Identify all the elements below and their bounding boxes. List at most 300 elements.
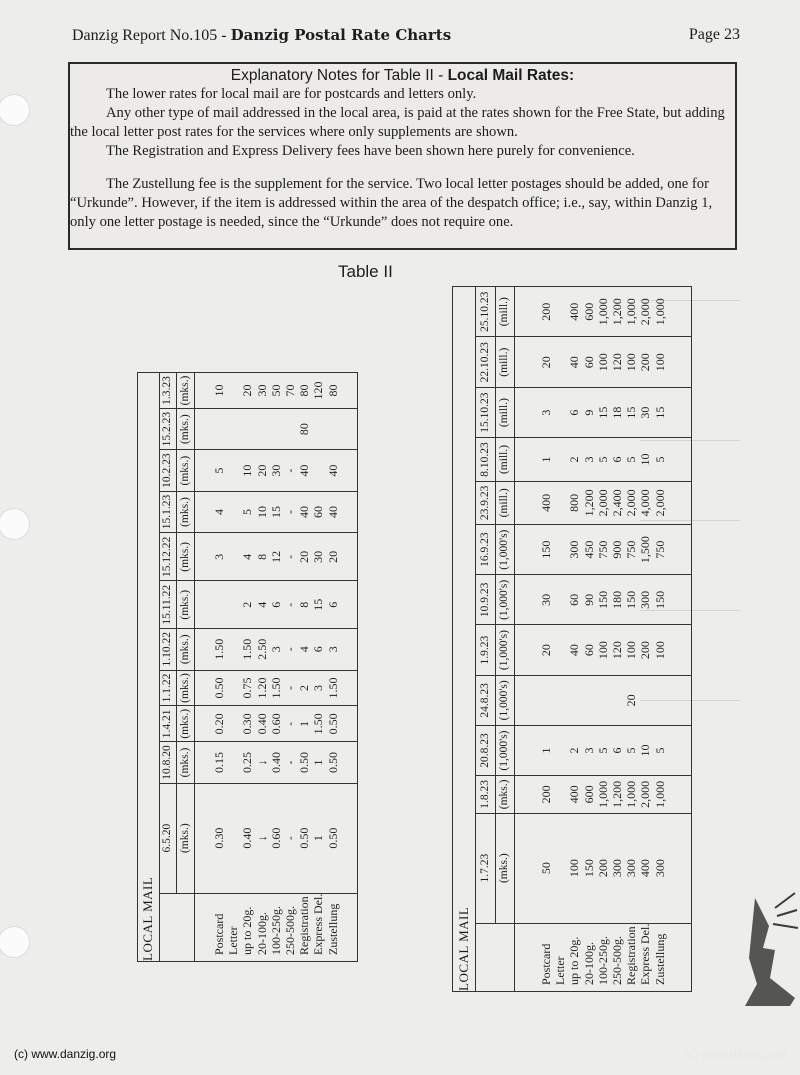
rate-value: 5 — [240, 509, 255, 516]
rate-date: 15.1.23 — [159, 491, 177, 532]
rate-value: 600 — [581, 302, 596, 321]
rate-value: 3 — [311, 684, 326, 691]
row-label: 250-500g. — [610, 936, 625, 985]
rate-date: 1.1.22 — [159, 670, 177, 706]
row-label: 20-100g. — [254, 912, 269, 955]
rate-date: 1.7.23 — [476, 813, 495, 923]
rate-value: 1.50 — [212, 638, 227, 660]
rate-column — [194, 742, 357, 783]
rate-value: 20 — [539, 356, 553, 369]
rate-value: 0.20 — [212, 713, 227, 735]
rate-value: 20 — [240, 384, 255, 397]
rate-column — [514, 813, 691, 923]
rate-column — [194, 783, 357, 893]
rate-value: 10 — [638, 744, 653, 757]
rate-value: 150 — [539, 540, 553, 559]
rate-column — [194, 373, 357, 409]
rate-column — [194, 491, 357, 532]
rate-value: 300 — [567, 540, 582, 559]
rate-column — [194, 706, 357, 742]
rate-value — [226, 373, 240, 408]
rate-value — [610, 676, 624, 725]
rate-unit: (mill.) — [495, 481, 514, 524]
rate-value: 6 — [311, 646, 326, 653]
rate-value: 30 — [539, 593, 553, 606]
rate-value: 150 — [624, 590, 639, 609]
rate-value: 200 — [539, 785, 553, 804]
rate-value: 6 — [325, 601, 340, 608]
row-label: Express Del. — [638, 923, 653, 985]
rate-value: 30 — [254, 384, 269, 397]
rate-value — [596, 676, 610, 725]
rate-value: 750 — [595, 540, 610, 559]
notes-line-3: The Registration and Express Delivery fees have been shown here purely for convenience. — [106, 143, 635, 159]
rate-unit: (1,000's) — [495, 575, 514, 625]
rate-value: 20 — [297, 550, 312, 563]
rate-value — [553, 287, 567, 336]
rate-value: 6 — [610, 747, 625, 754]
rate-unit: (mill.) — [495, 438, 514, 481]
rate-column — [514, 387, 691, 437]
rate-value: 1 — [311, 835, 326, 842]
rate-value: 1,000 — [652, 780, 667, 808]
rate-date: 22.10.23 — [476, 337, 495, 387]
rate-unit: (mks.) — [177, 373, 195, 409]
notes-title-bold: Local Mail Rates: — [447, 67, 575, 84]
table-caption: LOCAL MAIL — [138, 373, 160, 962]
report-subject: Danzig Postal Rate Charts — [230, 26, 452, 44]
rate-date: 15.2.23 — [159, 408, 177, 449]
row-label: Express Del. — [311, 893, 326, 955]
rate-value — [653, 676, 667, 725]
rate-column — [514, 525, 691, 575]
rate-unit: (mks.) — [177, 581, 195, 629]
rate-value: - — [283, 836, 298, 841]
rate-value: 10 — [638, 453, 653, 466]
rate-value: 40 — [297, 506, 312, 519]
rate-value: 8 — [254, 553, 269, 560]
rate-unit: (mks.) — [177, 450, 195, 491]
rate-value: 1,000 — [624, 780, 639, 808]
rate-value: 0.50 — [325, 713, 340, 735]
rate-date: 15.10.23 — [476, 387, 495, 437]
row-label: Letter — [226, 926, 241, 955]
rate-unit: (mks.) — [177, 783, 195, 893]
rate-value: 1,000 — [624, 298, 639, 326]
rate-value — [226, 450, 240, 490]
rate-date: 25.10.23 — [476, 287, 495, 337]
rate-value — [226, 533, 240, 580]
notes-line-1: The lower rates for local mail are for postcards and letters only. — [106, 86, 477, 102]
row-label: Registration — [297, 896, 312, 955]
rate-column — [194, 408, 357, 449]
rate-value: 100 — [595, 641, 610, 660]
rate-value: 400 — [638, 859, 653, 878]
rate-value — [240, 409, 254, 449]
rate-value: 20 — [254, 464, 269, 477]
rate-value: ↓ — [254, 835, 269, 842]
rate-date: 1.4.21 — [159, 706, 177, 742]
rate-value — [226, 581, 240, 628]
rate-value: 1 — [539, 456, 553, 463]
rate-value: 2.50 — [254, 638, 269, 660]
rate-value: 0.40 — [268, 751, 283, 773]
rate-date: 8.10.23 — [476, 438, 495, 481]
rate-value: 400 — [539, 493, 553, 512]
rate-value: 2 — [567, 456, 582, 463]
rate-value: 15 — [595, 406, 610, 419]
row-label: Postcard — [539, 943, 553, 985]
rate-value — [582, 676, 596, 725]
rate-unit: (mks.) — [177, 706, 195, 742]
rate-value: 0.50 — [212, 677, 227, 699]
rate-date: 20.8.23 — [476, 725, 495, 775]
notes-line-2: Any other type of mail addressed in the local area, is paid at the rates shown for the Free State, but adding the local letter post rates for the services where only supplements are shown. — [70, 105, 725, 140]
rate-value: 120 — [610, 353, 625, 372]
rate-value: 50 — [539, 862, 553, 875]
rate-column — [194, 533, 357, 581]
rate-value: 0.50 — [297, 751, 312, 773]
rate-value: 10 — [212, 384, 227, 397]
rate-value: 4 — [297, 646, 312, 653]
rate-column — [514, 575, 691, 625]
rate-value — [553, 625, 567, 674]
rate-value: 3 — [325, 646, 340, 653]
rate-value: 0.60 — [268, 827, 283, 849]
rate-value — [553, 726, 567, 775]
rate-unit: (1,000's) — [495, 525, 514, 575]
rate-value: 1.50 — [240, 638, 255, 660]
rate-value: 0.50 — [325, 827, 340, 849]
rate-value: 200 — [595, 859, 610, 878]
rate-value: 100 — [567, 859, 582, 878]
rate-value: 1.50 — [325, 677, 340, 699]
rate-value: 400 — [567, 785, 582, 804]
rate-value: 60 — [567, 593, 582, 606]
rate-value: 1 — [297, 720, 312, 727]
rate-value: 10 — [254, 506, 269, 519]
rate-value: 5 — [595, 747, 610, 754]
rate-unit: (1,000's) — [495, 675, 514, 725]
rate-value: 40 — [567, 644, 582, 657]
rate-value: 30 — [268, 464, 283, 477]
rate-value: 1,200 — [581, 489, 596, 517]
rate-value: 12 — [268, 550, 283, 563]
rate-value: 200 — [638, 641, 653, 660]
rate-value: 1.50 — [268, 677, 283, 699]
rate-value: 0.50 — [297, 827, 312, 849]
rate-value — [326, 409, 340, 449]
rate-value — [226, 492, 240, 532]
rate-value: 4,000 — [638, 489, 653, 517]
rate-value: 2 — [297, 684, 312, 691]
rate-value — [553, 676, 567, 725]
rate-value: 1,200 — [610, 780, 625, 808]
rate-value: 40 — [567, 356, 582, 369]
report-number: Danzig Report No.105 - — [72, 27, 231, 44]
rate-value: 5 — [212, 467, 227, 474]
rate-date: 24.8.23 — [476, 675, 495, 725]
rate-value: 100 — [652, 641, 667, 660]
rate-unit: (mks.) — [177, 408, 195, 449]
rate-value: 18 — [610, 406, 625, 419]
rate-column — [514, 337, 691, 387]
rate-value — [311, 409, 325, 449]
rate-value: 80 — [325, 384, 340, 397]
row-label: Letter — [553, 956, 568, 985]
rate-value — [553, 575, 567, 624]
rate-unit: (mks.) — [177, 742, 195, 783]
rate-value: 0.75 — [240, 677, 255, 699]
rate-date: 1.9.23 — [476, 625, 495, 675]
row-label: 20-100g. — [581, 942, 596, 985]
rate-value: 0.50 — [325, 751, 340, 773]
rate-date: 16.9.23 — [476, 525, 495, 575]
rate-date: 10.2.23 — [159, 450, 177, 491]
rate-column — [514, 438, 691, 481]
rate-value: 100 — [652, 353, 667, 372]
rate-value — [226, 742, 240, 782]
rate-value: 1 — [539, 747, 553, 754]
rate-unit: (mks.) — [177, 629, 195, 670]
rate-value — [269, 409, 283, 449]
rate-value: 4 — [254, 601, 269, 608]
rate-value: 600 — [581, 785, 596, 804]
rate-value: 1,500 — [638, 536, 653, 564]
rate-date: 1.8.23 — [476, 776, 495, 814]
rate-value: 0.40 — [240, 827, 255, 849]
copyright-footer: (c) www.danzig.org — [14, 1047, 117, 1061]
row-label: 250-500g. — [283, 906, 298, 955]
rate-value: - — [283, 721, 298, 726]
rate-value: - — [283, 602, 298, 607]
rate-value: 6 — [268, 601, 283, 608]
rate-value — [553, 525, 567, 574]
rate-value: 5 — [624, 747, 639, 754]
rate-value: 900 — [610, 540, 625, 559]
rate-value: 4 — [240, 553, 255, 560]
rate-column — [514, 287, 691, 337]
row-label: Zustellung — [325, 903, 340, 955]
rate-date: 10.9.23 — [476, 575, 495, 625]
rate-column — [194, 581, 357, 629]
rate-value: 5 — [652, 456, 667, 463]
table-caption: LOCAL MAIL — [453, 287, 476, 992]
rate-value: 15 — [652, 406, 667, 419]
row-label: 100-250g. — [595, 936, 610, 985]
row-label: up to 20g. — [567, 936, 582, 985]
rate-value: 1.50 — [311, 713, 326, 735]
rate-value: 20 — [325, 550, 340, 563]
local-mail-table-1 — [137, 372, 358, 962]
notes-title-plain: Explanatory Notes for Table II - — [230, 67, 448, 84]
page-header — [72, 26, 740, 50]
rate-value: 70 — [283, 384, 298, 397]
rate-value: 150 — [595, 590, 610, 609]
rate-value: 200 — [638, 353, 653, 372]
notes-line-4: The Zustellung fee is the supplement for the service. Two local letter postages should be added, one for “Urkunde”. However, if the item is addressed within the area of the despatch office; i.e., say, within Danzig 1, only one letter postage is needed, since the “Urkunde” does not require one. — [70, 176, 713, 230]
rate-value: 40 — [297, 464, 312, 477]
rate-value: 15 — [624, 406, 639, 419]
rate-value: 120 — [311, 381, 326, 400]
rate-value: - — [283, 647, 298, 652]
rate-value: 800 — [567, 493, 582, 512]
rate-value — [553, 388, 567, 437]
rate-value: 100 — [624, 641, 639, 660]
rate-value: 2,000 — [638, 780, 653, 808]
rate-date: 6.5.20 — [159, 783, 177, 893]
rate-date: 23.9.23 — [476, 481, 495, 524]
rate-value: 60 — [311, 506, 326, 519]
rate-value: 10 — [240, 464, 255, 477]
rate-unit: (mks.) — [495, 813, 514, 923]
rate-unit: (mks.) — [177, 491, 195, 532]
rate-value: 15 — [311, 598, 326, 611]
rate-value — [226, 706, 240, 741]
rate-value: 60 — [581, 644, 596, 657]
rate-value: 100 — [624, 353, 639, 372]
notes-title — [70, 66, 735, 85]
rate-value — [226, 629, 240, 669]
rate-value: 750 — [652, 540, 667, 559]
rate-value: 300 — [610, 859, 625, 878]
rate-unit: (1,000's) — [495, 725, 514, 775]
rate-value: ↓ — [254, 759, 269, 766]
rate-value — [226, 671, 240, 706]
rate-value — [311, 450, 325, 490]
rate-value: 3 — [539, 409, 553, 416]
report-title — [72, 26, 451, 45]
rate-value: 6 — [610, 456, 625, 463]
rate-column — [514, 481, 691, 524]
rate-date: 1.10.22 — [159, 629, 177, 670]
page-number: Page 23 — [688, 26, 740, 43]
rate-date: 15.12.22 — [159, 533, 177, 581]
rate-value: 2,000 — [624, 489, 639, 517]
rate-value: 80 — [297, 384, 312, 397]
rate-column — [194, 629, 357, 670]
table-title: Table II — [338, 262, 393, 281]
rate-value: 150 — [581, 859, 596, 878]
rate-value: 9 — [581, 409, 596, 416]
rate-value: 1,000 — [595, 298, 610, 326]
rate-value: 60 — [581, 356, 596, 369]
rate-column — [514, 725, 691, 775]
rate-date: 1.3.23 — [159, 373, 177, 409]
rate-value: 1,000 — [652, 298, 667, 326]
rate-value: 450 — [581, 540, 596, 559]
rate-value — [255, 409, 269, 449]
rate-unit: (mill.) — [495, 337, 514, 387]
row-labels — [514, 923, 691, 991]
rate-value: 150 — [652, 590, 667, 609]
rate-value: 2,000 — [652, 489, 667, 517]
rate-value: 4 — [212, 509, 227, 516]
rate-unit: (mks.) — [177, 670, 195, 706]
rate-unit: (mks.) — [495, 776, 514, 814]
rate-value — [553, 438, 567, 480]
rate-value: - — [283, 760, 298, 765]
row-label: Postcard — [212, 913, 227, 955]
row-labels — [194, 893, 357, 961]
rate-value: 100 — [595, 353, 610, 372]
local-mail-table-2 — [452, 286, 692, 992]
rate-value — [567, 676, 581, 725]
rate-column — [514, 776, 691, 814]
rate-unit: (mks.) — [177, 533, 195, 581]
rate-value: 300 — [638, 590, 653, 609]
punch-hole — [0, 94, 30, 126]
rate-value: 5 — [595, 456, 610, 463]
rate-value: 80 — [297, 423, 312, 436]
rate-value — [539, 676, 553, 725]
rate-value: 300 — [624, 859, 639, 878]
rate-value: 0.25 — [240, 751, 255, 773]
row-label: up to 20g. — [240, 906, 255, 955]
rate-value: 0.60 — [268, 713, 283, 735]
rate-value: 750 — [624, 540, 639, 559]
rate-date: 15.11.22 — [159, 581, 177, 629]
rate-value: - — [283, 468, 298, 473]
rate-value: 5 — [652, 747, 667, 754]
rate-value: 1,200 — [610, 298, 625, 326]
rate-value — [226, 784, 240, 893]
rate-value — [283, 409, 297, 449]
rate-value: 0.30 — [212, 827, 227, 849]
rate-value: 1.20 — [254, 677, 269, 699]
rate-unit: (mill.) — [495, 287, 514, 337]
rate-value: 2,000 — [638, 298, 653, 326]
rate-value — [553, 337, 567, 386]
rate-value: 2,400 — [610, 489, 625, 517]
rate-value: 200 — [539, 302, 553, 321]
rate-value: 15 — [268, 506, 283, 519]
rate-value: 5 — [624, 456, 639, 463]
rate-unit: (mill.) — [495, 387, 514, 437]
row-label: Zustellung — [652, 933, 667, 985]
rate-column — [194, 670, 357, 706]
rate-value: - — [283, 685, 298, 690]
rate-column — [194, 450, 357, 491]
rate-value: 30 — [311, 550, 326, 563]
rate-value: 0.30 — [240, 713, 255, 735]
rate-value — [226, 409, 240, 449]
rate-value: 30 — [638, 406, 653, 419]
rate-value: 400 — [567, 302, 582, 321]
rate-value: 2 — [567, 747, 582, 754]
row-label: 100-250g. — [268, 906, 283, 955]
punch-hole — [0, 926, 30, 958]
rate-value: 2 — [240, 601, 255, 608]
rate-value: 50 — [268, 384, 283, 397]
rate-value: - — [283, 554, 298, 559]
rate-value: 40 — [325, 464, 340, 477]
rate-value: 300 — [652, 859, 667, 878]
header-blank — [159, 893, 194, 961]
rate-value: 0.40 — [254, 713, 269, 735]
rate-value — [553, 482, 567, 524]
explanatory-notes-box — [68, 62, 737, 250]
rate-value: 3 — [268, 646, 283, 653]
row-label: Registration — [624, 926, 639, 985]
rate-value: 40 — [325, 506, 340, 519]
rate-value: 180 — [610, 590, 625, 609]
rate-value — [553, 776, 567, 813]
punch-hole — [0, 508, 30, 540]
rate-value: 20 — [624, 694, 639, 707]
copyright-watermark: (c) www.danzig.org — [683, 1047, 786, 1061]
rate-column — [514, 675, 691, 725]
